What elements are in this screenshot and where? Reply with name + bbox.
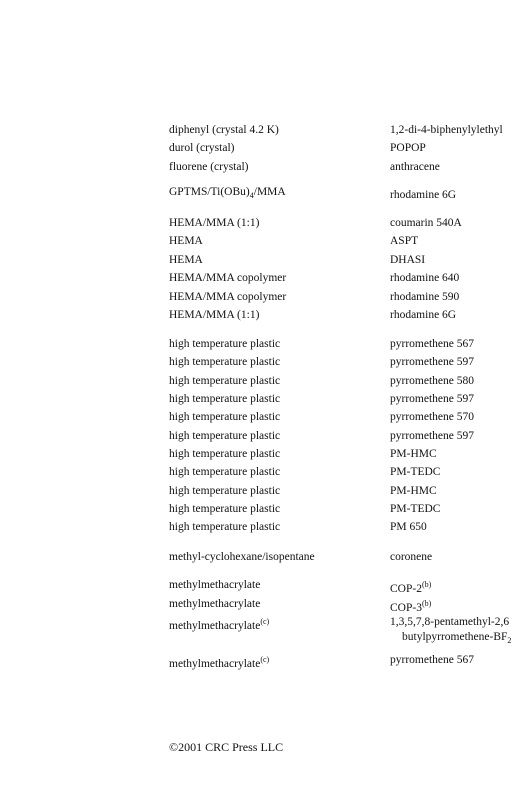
host-cell: high temperature plastic xyxy=(169,393,281,405)
host-cell: high temperature plastic xyxy=(169,503,281,515)
host-cell: HEMA/MMA (1:1) xyxy=(169,217,260,229)
host-cell: high temperature plastic xyxy=(169,338,281,350)
host-cell: HEMA/MMA (1:1) xyxy=(169,309,260,321)
table-row xyxy=(0,578,531,594)
dye-cell: PM-TEDC xyxy=(390,503,441,515)
dye-cell: rhodamine 6G xyxy=(390,309,457,321)
host-cell: fluorene (crystal) xyxy=(169,161,249,173)
dye-cell: coumarin 540A xyxy=(390,217,462,229)
dye-cell xyxy=(390,578,431,596)
table-row xyxy=(0,615,531,647)
dye-cell: PM-TEDC xyxy=(390,466,441,478)
dye-cell: PM 650 xyxy=(390,521,427,533)
host-cell xyxy=(169,185,286,203)
table-row xyxy=(0,216,531,232)
host-superscript: (c) xyxy=(260,617,270,626)
table-row xyxy=(0,410,531,426)
copyright-footer: ©2001 CRC Press LLC xyxy=(169,740,284,754)
dye-cell: pyrromethene 597 xyxy=(390,393,474,405)
dye-cell: rhodamine 640 xyxy=(390,272,460,284)
host-superscript: (c) xyxy=(260,655,270,664)
host-text: GPTMS/Ti(OBu) xyxy=(169,186,250,198)
host-cell: HEMA xyxy=(169,235,203,247)
dye-subscript: 2 xyxy=(507,636,512,645)
table-row xyxy=(0,550,531,566)
host-cell: HEMA/MMA copolymer xyxy=(169,291,287,303)
table-row xyxy=(0,141,531,157)
table-row xyxy=(0,234,531,250)
host-cell: methyl-cyclohexane/isopentane xyxy=(169,551,315,563)
table-row xyxy=(0,355,531,371)
table-row xyxy=(0,520,531,536)
dye-cell xyxy=(390,597,431,615)
host-cell: high temperature plastic xyxy=(169,448,281,460)
dye-cell-line2 xyxy=(402,630,511,648)
table-row xyxy=(0,447,531,463)
dye-text: COP-2 xyxy=(390,583,422,595)
table-row xyxy=(0,502,531,518)
dye-cell: ASPT xyxy=(390,235,419,247)
host-cell: diphenyl (crystal 4.2 K) xyxy=(169,124,279,136)
dye-cell: coronene xyxy=(390,551,433,563)
dye-cell: PM-HMC xyxy=(390,448,437,460)
dye-cell: pyrromethene 567 xyxy=(390,338,474,350)
table-row xyxy=(0,123,531,139)
table-row xyxy=(0,374,531,390)
table-row xyxy=(0,597,531,613)
table-row xyxy=(0,484,531,500)
host-text-after: /MMA xyxy=(253,186,286,198)
dye-cell: pyrromethene 567 xyxy=(390,654,474,666)
dye-superscript: (b) xyxy=(421,580,432,589)
host-cell: durol (crystal) xyxy=(169,142,235,154)
dye-cell: pyrromethene 580 xyxy=(390,375,474,387)
dye-cell: pyrromethene 570 xyxy=(390,411,474,423)
host-cell: high temperature plastic xyxy=(169,430,281,442)
table-row xyxy=(0,290,531,306)
table-row xyxy=(0,160,531,176)
dye-cell: rhodamine 6G xyxy=(390,189,457,201)
host-cell: high temperature plastic xyxy=(169,485,281,497)
host-cell: high temperature plastic xyxy=(169,375,281,387)
host-cell xyxy=(169,615,269,633)
host-cell: methylmethacrylate xyxy=(169,579,261,591)
host-text: methylmethacrylate xyxy=(169,620,261,632)
table-row xyxy=(0,253,531,269)
dye-cell: PM-HMC xyxy=(390,485,437,497)
table-row xyxy=(0,465,531,481)
host-cell xyxy=(169,653,269,671)
dye-cell: 1,2-di-4-biphenylylethyl xyxy=(390,124,503,136)
dye-cell: 1,3,5,7,8-pentamethyl-2,6 xyxy=(390,616,510,628)
table-row xyxy=(0,271,531,287)
dye-superscript: (b) xyxy=(421,599,432,608)
table-row xyxy=(0,392,531,408)
dye-cell: DHASI xyxy=(390,254,426,266)
host-cell: HEMA xyxy=(169,254,203,266)
table-row xyxy=(0,653,531,669)
host-text: methylmethacrylate xyxy=(169,658,261,670)
dye-cell: rhodamine 590 xyxy=(390,291,460,303)
host-cell: methylmethacrylate xyxy=(169,598,261,610)
host-cell: high temperature plastic xyxy=(169,521,281,533)
host-cell: high temperature plastic xyxy=(169,466,281,478)
host-subscript: 4 xyxy=(249,191,254,200)
table-row xyxy=(0,185,531,201)
table-row xyxy=(0,429,531,445)
table-row xyxy=(0,308,531,324)
dye-cell: anthracene xyxy=(390,161,440,173)
dye-cell: POPOP xyxy=(390,142,426,154)
dye-text: COP-3 xyxy=(390,602,422,614)
table-row xyxy=(0,337,531,353)
host-cell: high temperature plastic xyxy=(169,411,281,423)
dye-cell: pyrromethene 597 xyxy=(390,356,474,368)
dye-cell: pyrromethene 597 xyxy=(390,430,474,442)
host-cell: HEMA/MMA copolymer xyxy=(169,272,287,284)
host-cell: high temperature plastic xyxy=(169,356,281,368)
dye-text-line2: butylpyrromethene-BF xyxy=(402,631,508,643)
